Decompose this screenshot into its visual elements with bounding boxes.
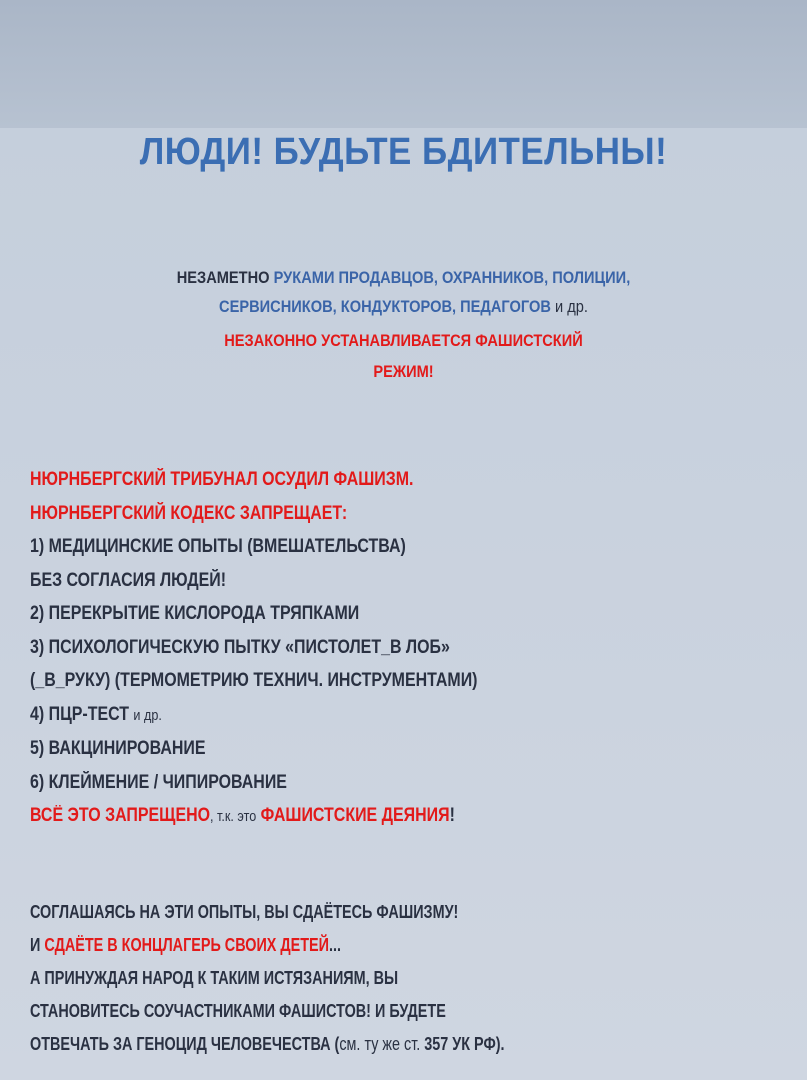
poster-title: ЛЮДИ! БУДЬТЕ БДИТЕЛЬНЫ! (139, 131, 668, 173)
tribunal-heading-1: НЮРНБЕРГСКИЙ ТРИБУНАЛ ОСУДИЛ ФАШИЗМ. (30, 469, 414, 490)
forbidden-item-3-cont: (_В_РУКУ) (ТЕРМОМЕТРИЮ ТЕХНИЧ. ИНСТРУМЕНТАМИ) (30, 670, 478, 691)
warning-line-5-b: см. ту же ст. (339, 1034, 421, 1054)
intro-line-2 (56, 292, 750, 321)
forbidden-item-4-etc: и др. (133, 706, 162, 724)
warning-line-2-ellipsis: ... (329, 935, 342, 955)
forbidden-conclusion-c: ФАШИСТСКИЕ ДЕЯНИЯ (260, 805, 450, 826)
tribunal-section (30, 463, 790, 834)
warning-line-2-and: И (30, 935, 41, 955)
forbidden-conclusion-b: , т.к. это (210, 808, 257, 825)
warning-line-5 (30, 1028, 654, 1061)
forbidden-conclusion (30, 799, 668, 834)
intro-hands-list: РУКАМИ ПРОДАВЦОВ, ОХРАННИКОВ, ПОЛИЦИИ, (273, 268, 631, 287)
warning-line-2-children: СДАЁТЕ В КОНЦЛАГЕРЬ СВОИХ ДЕТЕЙ (44, 935, 330, 955)
forbidden-item-5: 5) ВАКЦИНИРОВАНИЕ (30, 738, 206, 759)
warning-section (30, 896, 807, 1061)
forbidden-item-4-text: 4) ПЦР-ТЕСТ (30, 703, 129, 725)
warning-line-5-c: 357 УК РФ). (424, 1034, 505, 1054)
forbidden-conclusion-d: ! (449, 805, 455, 826)
forbidden-conclusion-a: ВСЁ ЭТО ЗАПРЕЩЕНО (30, 805, 211, 826)
warning-line-3: А ПРИНУЖДАЯ НАРОД К ТАКИМ ИСТЯЗАНИЯМ, ВЫ (30, 968, 399, 988)
warning-line-5-a: ОТВЕЧАТЬ ЗА ГЕНОЦИД ЧЕЛОВЕЧЕСТВА ( (30, 1034, 340, 1054)
intro-line-1 (56, 263, 750, 292)
forbidden-item-3: 3) ПСИХОЛОГИЧЕСКУЮ ПЫТКУ «ПИСТОЛЕТ_В ЛОБ» (30, 636, 450, 658)
intro-etc: и др. (554, 297, 588, 316)
forbidden-item-1-cont: БЕЗ СОГЛАСИЯ ЛЮДЕЙ! (30, 569, 227, 591)
forbidden-item-2: 2) ПЕРЕКРЫТИЕ КИСЛОРОДА ТРЯПКАМИ (30, 603, 360, 624)
forbidden-item-6: 6) КЛЕЙМЕНИЕ / ЧИПИРОВАНИЕ (30, 771, 287, 793)
top-background-band (0, 0, 807, 128)
tribunal-heading-2: НЮРНБЕРГСКИЙ КОДЕКС ЗАПРЕЩАЕТ: (30, 502, 348, 524)
intro-word-unnoticed: НЕЗАМЕТНО (176, 268, 270, 287)
forbidden-item-4 (30, 698, 668, 733)
warning-line-4: СТАНОВИТЕСЬ СОУЧАСТНИКАМИ ФАШИСТОВ! И БУДЕТЕ (30, 1001, 446, 1021)
warning-line-2 (30, 929, 654, 962)
intro-line-4: РЕЖИМ! (373, 362, 434, 381)
forbidden-item-1: 1) МЕДИЦИНСКИЕ ОПЫТЫ (ВМЕШАТЕЛЬСТВА) (30, 536, 406, 557)
intro-line-3: НЕЗАКОННО УСТАНАВЛИВАЕТСЯ ФАШИСТСКИЙ (224, 331, 583, 350)
warning-line-1: СОГЛАШАЯСЬ НА ЭТИ ОПЫТЫ, ВЫ СДАЁТЕСЬ ФАШИЗМУ! (30, 902, 459, 922)
intro-professions-list: СЕРВИСНИКОВ, КОНДУКТОРОВ, ПЕДАГОГОВ (219, 297, 551, 316)
